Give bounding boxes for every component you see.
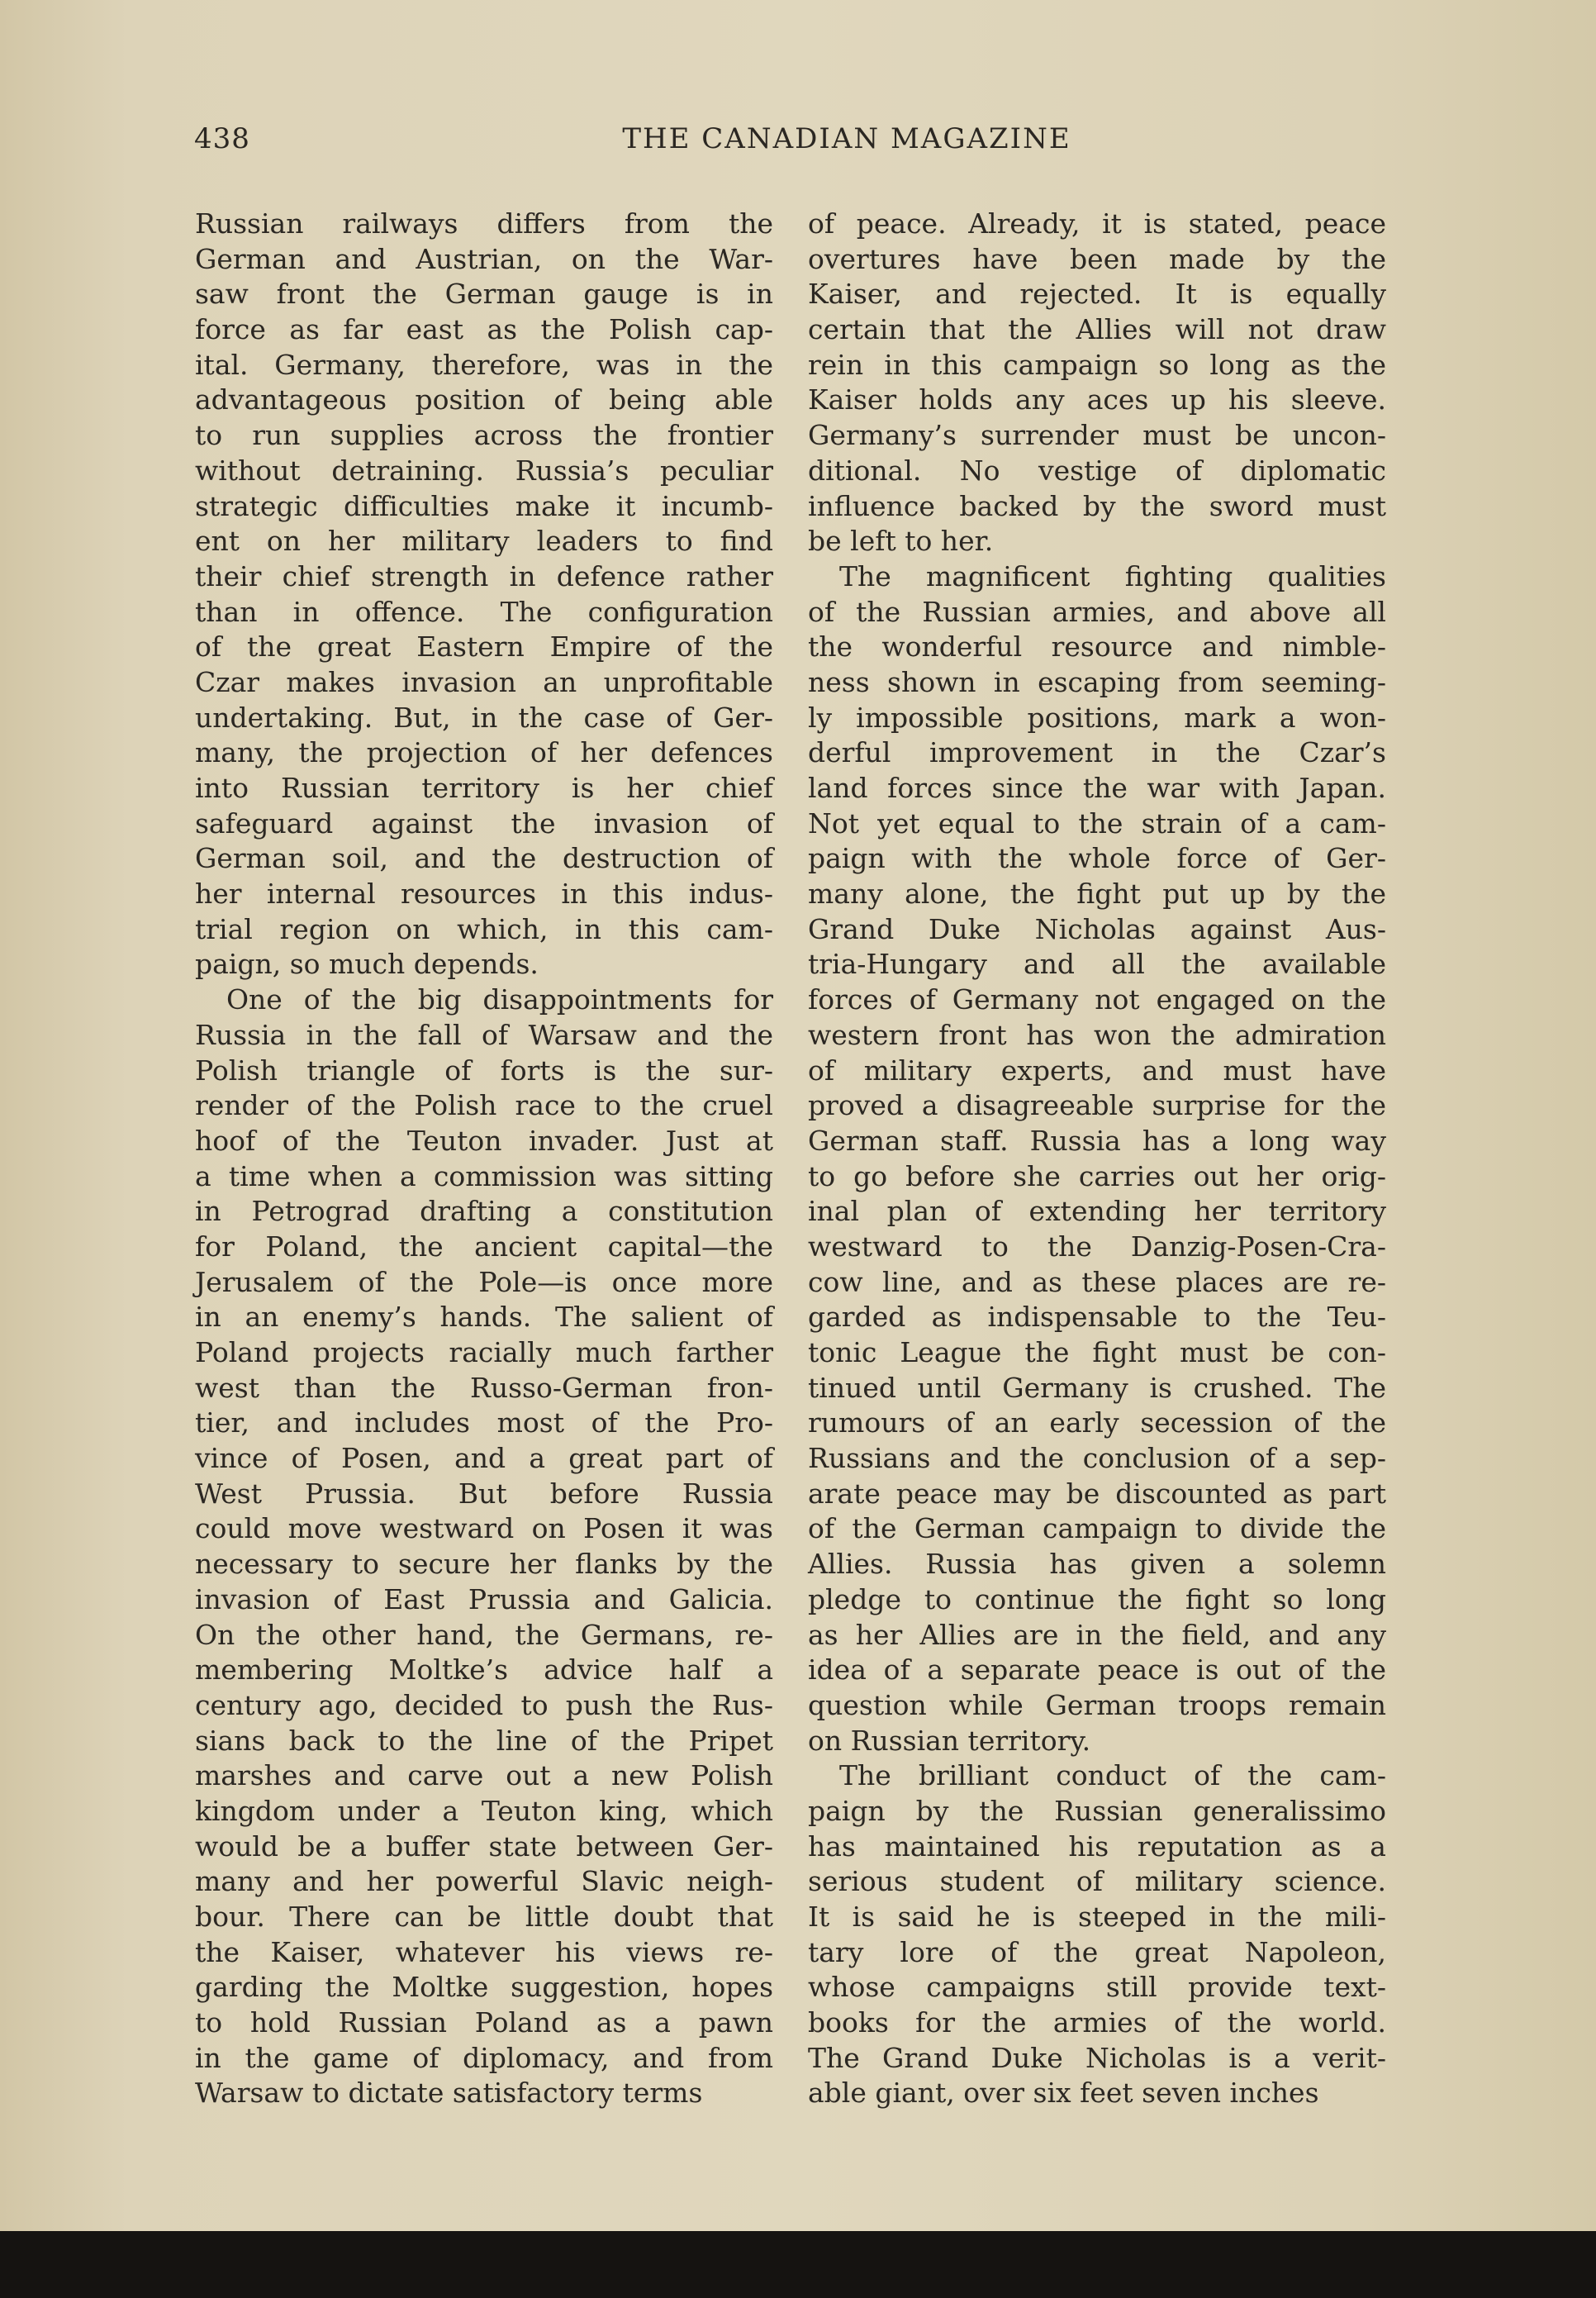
text-line: in an enemy’s hands. The salient of xyxy=(195,1301,773,1334)
text-line: It is said he is steeped in the mili- xyxy=(808,1901,1386,1933)
text-line: Kaiser holds any aces up his sleeve. xyxy=(808,383,1386,416)
text-line: Grand Duke Nicholas against Aus- xyxy=(808,912,1386,945)
text-line: Russians and the conclusion of a sep- xyxy=(808,1442,1386,1475)
text-line: Polish triangle of forts is the sur- xyxy=(195,1054,773,1087)
scan-bottom-edge xyxy=(0,2231,1596,2298)
text-line: her internal resources in this indus- xyxy=(195,878,773,911)
text-line: whose campaigns still provide text- xyxy=(808,1971,1386,2004)
text-line: The Grand Duke Nicholas is a verit- xyxy=(808,2041,1386,2074)
text-line: of the German campaign to divide the xyxy=(808,1512,1386,1545)
text-line: paign, so much depends. xyxy=(195,948,539,981)
text-line: many alone, the fight put up by the xyxy=(808,878,1386,911)
text-line: land forces since the war with Japan. xyxy=(808,772,1386,804)
text-line: derful improvement in the Czar’s xyxy=(808,736,1386,769)
text-line: Allies. Russia has given a solemn xyxy=(808,1548,1386,1581)
text-line: German staff. Russia has a long way xyxy=(808,1124,1386,1157)
text-line: West Prussia. But before Russia xyxy=(195,1477,773,1510)
text-line: of peace. Already, it is stated, peace xyxy=(808,207,1386,240)
text-line: German and Austrian, on the War- xyxy=(195,242,773,275)
text-line: German soil, and the destruction of xyxy=(195,842,773,875)
text-line: Warsaw to dictate satisfactory terms xyxy=(195,2077,703,2110)
text-line: safeguard against the invasion of xyxy=(195,806,773,840)
text-line: vince of Posen, and a great part of xyxy=(195,1442,773,1475)
text-line: advantageous position of being able xyxy=(195,383,773,416)
text-line: invasion of East Prussia and Galicia. xyxy=(195,1582,773,1615)
text-line: the wonderful resource and nimble- xyxy=(808,630,1386,664)
text-line: of the great Eastern Empire of the xyxy=(195,630,773,664)
text-line: render of the Polish race to the cruel xyxy=(195,1089,773,1122)
text-line: membering Moltke’s advice half a xyxy=(195,1653,773,1687)
text-line: west than the Russo-German fron- xyxy=(195,1371,773,1404)
text-line: their chief strength in defence rather xyxy=(195,559,773,592)
text-line: marshes and carve out a new Polish xyxy=(195,1759,773,1792)
text-line: arate peace may be discounted as part xyxy=(808,1477,1386,1510)
text-line: western front has won the admiration xyxy=(808,1018,1386,1051)
text-line: ent on her military leaders to find xyxy=(195,525,773,558)
text-line: of military experts, and must have xyxy=(808,1054,1386,1087)
text-line: to run supplies across the frontier xyxy=(195,419,773,452)
text-line: overtures have been made by the xyxy=(808,242,1386,275)
text-line: tria-Hungary and all the available xyxy=(808,948,1386,981)
text-line: for Poland, the ancient capital—the xyxy=(195,1230,773,1263)
text-line: ness shown in escaping from seeming- xyxy=(808,665,1386,698)
text-line: than in offence. The configuration xyxy=(195,595,773,628)
text-line: many and her powerful Slavic neigh- xyxy=(195,1865,773,1898)
text-line: westward to the Danzig-Posen-Cra- xyxy=(808,1230,1386,1263)
text-line: paign with the whole force of Ger- xyxy=(808,842,1386,875)
text-line: proved a disagreeable surprise for the xyxy=(808,1089,1386,1122)
text-line: has maintained his reputation as a xyxy=(808,1829,1386,1863)
text-line: The brilliant conduct of the cam- xyxy=(839,1759,1386,1792)
text-line: ditional. No vestige of diplomatic xyxy=(808,454,1386,487)
text-line: be left to her. xyxy=(808,525,994,558)
text-line: saw front the German gauge is in xyxy=(195,278,773,311)
text-line: tier, and includes most of the Pro- xyxy=(195,1406,773,1439)
text-line: as her Allies are in the field, and any xyxy=(808,1618,1386,1651)
text-line: rumours of an early secession of the xyxy=(808,1406,1386,1439)
text-line: Not yet equal to the strain of a cam- xyxy=(808,806,1386,840)
text-line: century ago, decided to push the Rus- xyxy=(195,1688,773,1721)
text-line: in Petrograd drafting a constitution xyxy=(195,1195,773,1228)
text-line: a time when a commission was sitting xyxy=(195,1159,773,1192)
text-line: One of the big disappointments for xyxy=(226,983,773,1016)
text-line: idea of a separate peace is out of the xyxy=(808,1653,1386,1687)
text-line: of the Russian armies, and above all xyxy=(808,595,1386,628)
text-line: would be a buffer state between Ger- xyxy=(195,1829,773,1863)
text-line: tonic League the fight must be con- xyxy=(808,1336,1386,1368)
text-line: without detraining. Russia’s peculiar xyxy=(195,454,773,487)
magazine-title: THE CANADIAN MAGAZINE xyxy=(622,122,1071,155)
left-column xyxy=(195,207,773,2111)
text-line: in the game of diplomacy, and from xyxy=(195,2041,773,2074)
text-line: garded as indispensable to the Teu- xyxy=(808,1301,1386,1334)
text-line: Kaiser, and rejected. It is equally xyxy=(808,278,1386,311)
text-line: could move westward on Posen it was xyxy=(195,1512,773,1545)
text-line: strategic difficulties make it incumb- xyxy=(195,489,773,522)
text-line: certain that the Allies will not draw xyxy=(808,313,1386,346)
text-line: ly impossible positions, mark a won- xyxy=(808,701,1386,734)
text-line: bour. There can be little doubt that xyxy=(195,1901,773,1933)
text-line: cow line, and as these places are re- xyxy=(808,1265,1386,1298)
text-line: to hold Russian Poland as a pawn xyxy=(195,2006,773,2039)
text-line: books for the armies of the world. xyxy=(808,2006,1386,2039)
text-line: forces of Germany not engaged on the xyxy=(808,983,1386,1016)
text-line: able giant, over six feet seven inches xyxy=(808,2077,1319,2110)
text-line: kingdom under a Teuton king, which xyxy=(195,1794,773,1827)
text-line: The magnificent fighting qualities xyxy=(839,559,1386,592)
text-line: Germany’s surrender must be uncon- xyxy=(808,419,1386,452)
text-line: trial region on which, in this cam- xyxy=(195,912,773,945)
text-line: force as far east as the Polish cap- xyxy=(195,313,773,346)
text-line: Russian railways differs from the xyxy=(195,207,773,240)
text-line: undertaking. But, in the case of Ger- xyxy=(195,701,773,734)
text-line: paign by the Russian generalissimo xyxy=(808,1794,1386,1827)
text-line: influence backed by the sword must xyxy=(808,489,1386,522)
text-line: into Russian territory is her chief xyxy=(195,772,773,804)
text-line: necessary to secure her flanks by the xyxy=(195,1548,773,1581)
right-column xyxy=(808,207,1386,2111)
text-line: the Kaiser, whatever his views re- xyxy=(195,1935,773,1968)
page-number: 438 xyxy=(194,122,250,155)
text-line: tary lore of the great Napoleon, xyxy=(808,1935,1386,1968)
text-line: Czar makes invasion an unprofitable xyxy=(195,665,773,698)
text-line: pledge to continue the fight so long xyxy=(808,1582,1386,1615)
text-line: On the other hand, the Germans, re- xyxy=(195,1618,773,1651)
text-line: Russia in the fall of Warsaw and the xyxy=(195,1018,773,1051)
text-line: to go before she carries out her orig- xyxy=(808,1159,1386,1192)
text-line: on Russian territory. xyxy=(808,1724,1091,1757)
text-line: Poland projects racially much farther xyxy=(195,1336,773,1368)
text-line: serious student of military science. xyxy=(808,1865,1386,1898)
text-line: hoof of the Teuton invader. Just at xyxy=(195,1124,773,1157)
text-line: tinued until Germany is crushed. The xyxy=(808,1371,1386,1404)
text-line: ital. Germany, therefore, was in the xyxy=(195,348,773,381)
text-line: Jerusalem of the Pole—is once more xyxy=(195,1265,773,1298)
running-head xyxy=(194,122,1417,164)
text-line: question while German troops remain xyxy=(808,1688,1386,1721)
text-line: many, the projection of her defences xyxy=(195,736,773,769)
text-line: inal plan of extending her territory xyxy=(808,1195,1386,1228)
text-line: sians back to the line of the Pripet xyxy=(195,1724,773,1757)
text-line: garding the Moltke suggestion, hopes xyxy=(195,1971,773,2004)
text-line: rein in this campaign so long as the xyxy=(808,348,1386,381)
